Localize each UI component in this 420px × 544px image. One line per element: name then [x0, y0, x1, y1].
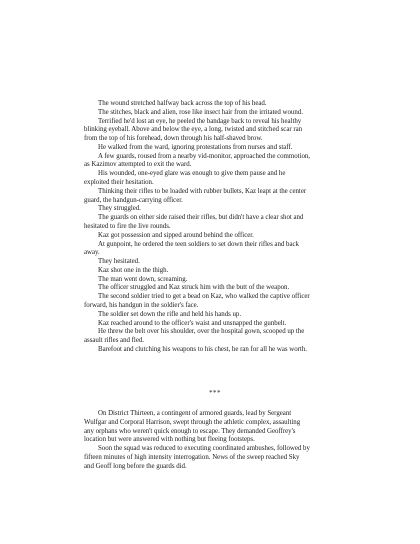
paragraph: On District Thirteen, a contingent of armored guards, lead by Sergeant Wulfgar and Corporal Harrison, swept through the athletic complex, assaulting any orphans who weren't quick enough to escape. They demanded Geoffrey's location but were answered with nothing but fleeing footsteps. [84, 410, 301, 444]
paragraph: Terrified he'd lost an eye, he peeled the bandage back to reveal his healthy blinking eyeball. Above and below the eye, a long, twisted and stitched scar ran from the top of his forehead, down through his half-shaved brow. [84, 117, 303, 143]
paragraph: The second soldier tried to get a bead on Kaz, who walked the captive officer forward, his handgun in the soldier's face. [84, 293, 310, 309]
paragraph: Barefoot and clutching his weapons to his chest, he ran for all he was worth. [98, 345, 307, 353]
paragraph: Kaz reached around to the officer's waist and unsnapped the gunbelt. [98, 319, 287, 327]
paragraph: At gunpoint, he ordered the teen soldiers to set down their rifles and back away. [84, 240, 299, 257]
paragraph: Thinking their rifles to be loaded with rubber bullets, Kaz leapt at the center guard, the handgun-carrying officer. [84, 187, 307, 204]
scene-one-text [84, 100, 346, 355]
paragraph: He walked from the ward, ignoring protestations from nurses and staff. [98, 143, 293, 151]
paragraph: They struggled. [98, 205, 141, 213]
paragraph: They hesitated. [98, 258, 140, 266]
paragraph: The soldier set down the rifle and held his hands up. [98, 310, 242, 318]
scene-break: *** [209, 390, 221, 397]
paragraph: Soon the squad was reduced to executing coordinated ambushes, followed by fifteen minutes of high intensity interrogation. News of the sweep reached Sky and Geoff long before the guards did. [84, 445, 310, 470]
paragraph: The officer struggled and Kaz struck him with the butt of the weapon. [98, 284, 290, 292]
paragraph: Kaz shot one in the thigh. [98, 266, 169, 274]
paragraph: The guards on either side raised their rifles, but didn't have a clear shot and hesitated to fire the live rounds. [84, 214, 304, 230]
paragraph: The man went down, screaming. [98, 275, 188, 283]
paragraph: The wound stretched halfway back across the top of his head. [98, 100, 267, 107]
scene-two-text [84, 410, 346, 471]
paragraph: He threw the belt over his shoulder, over the hospital gown, scooped up the assault rifles and fled. [84, 328, 305, 345]
paragraph: His wounded, one-eyed glare was enough to give them pause and he exploited their hesitation. [84, 170, 286, 187]
paragraph: Kaz got possession and sipped around behind the officer. [98, 231, 254, 239]
paragraph: The stitches, black and alien, rose like insect hair from the irritated wound. [98, 108, 303, 116]
paragraph: A few guards, roused from a nearby vid-monitor, approached the commotion, as Kazimov attempted to exit the ward. [84, 152, 311, 169]
